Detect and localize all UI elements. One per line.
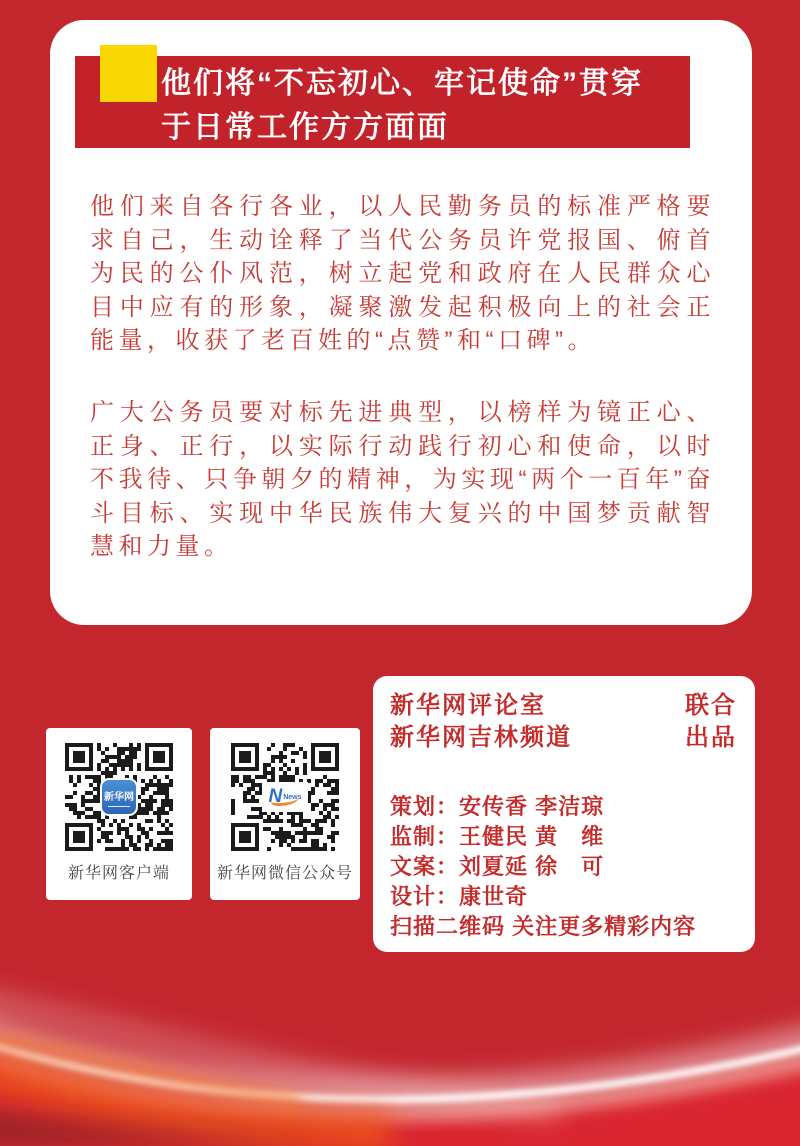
xinhuanet-app-logo xyxy=(65,743,173,851)
poster-title-line2: 于日常工作方方面面 xyxy=(161,111,449,144)
qr-code-client xyxy=(65,743,173,851)
title-banner xyxy=(75,56,690,148)
credit-lines xyxy=(390,792,737,942)
main-content-card xyxy=(50,20,752,625)
qr-caption-wechat: 新华网微信公众号 xyxy=(216,865,353,882)
xinhuanet-news-logo xyxy=(231,743,339,851)
credits-panel xyxy=(373,676,755,952)
yellow-accent-square xyxy=(100,45,157,102)
body-paragraph-1: 他们来自各行各业，以人民勤务员的标准严格要求自己，生动诠释了当代公务员许党报国、俯首为民的公仆风范，树立起党和政府在人民群众心目中应有的形象，凝聚激发起积极向上的社会正能量，收获了老百姓的“点赞”和“口碑”。 xyxy=(90,193,715,354)
qr-card-client xyxy=(46,728,192,900)
app-logo-text: 新华网 xyxy=(104,791,134,803)
credit-line-planning: 策划：安传香 李洁琼 xyxy=(390,794,605,819)
qr-code-wechat xyxy=(231,743,339,851)
producer-2: 新华网吉林频道 xyxy=(390,724,572,751)
producer-1: 新华网评论室 xyxy=(390,692,546,719)
qr-card-wechat xyxy=(210,728,360,900)
credit-line-copywriting: 文案：刘夏延 徐 可 xyxy=(390,854,605,879)
credit-line-supervision: 监制：王健民 黄 维 xyxy=(390,824,605,849)
news-logo-letter: N xyxy=(268,786,283,807)
joint-column xyxy=(685,690,737,754)
news-logo-swoosh-icon xyxy=(271,793,302,806)
decorative-swoosh xyxy=(0,950,800,1146)
credits-header xyxy=(390,690,737,754)
qr-caption-client: 新华网客户端 xyxy=(67,865,170,882)
joint-label-1: 联合 xyxy=(685,692,737,719)
producers-column xyxy=(390,690,572,754)
joint-label-2: 出品 xyxy=(685,724,737,751)
credit-line-scan-hint: 扫描二维码 关注更多精彩内容 xyxy=(390,914,697,939)
credit-line-design: 设计：康世奇 xyxy=(390,884,529,909)
news-logo-small-text: News xyxy=(283,793,302,801)
body-paragraph-2: 广大公务员要对标先进典型，以榜样为镜正心、正身、正行，以实际行动践行初心和使命，以时不我待、只争朝夕的精神，为实现“两个一百年”奋斗目标、实现中华民族伟大复兴的中国梦贡献智慧和力量。 xyxy=(90,399,715,560)
poster-title-line1: 他们将“不忘初心、牢记使命”贯穿 xyxy=(161,67,643,100)
